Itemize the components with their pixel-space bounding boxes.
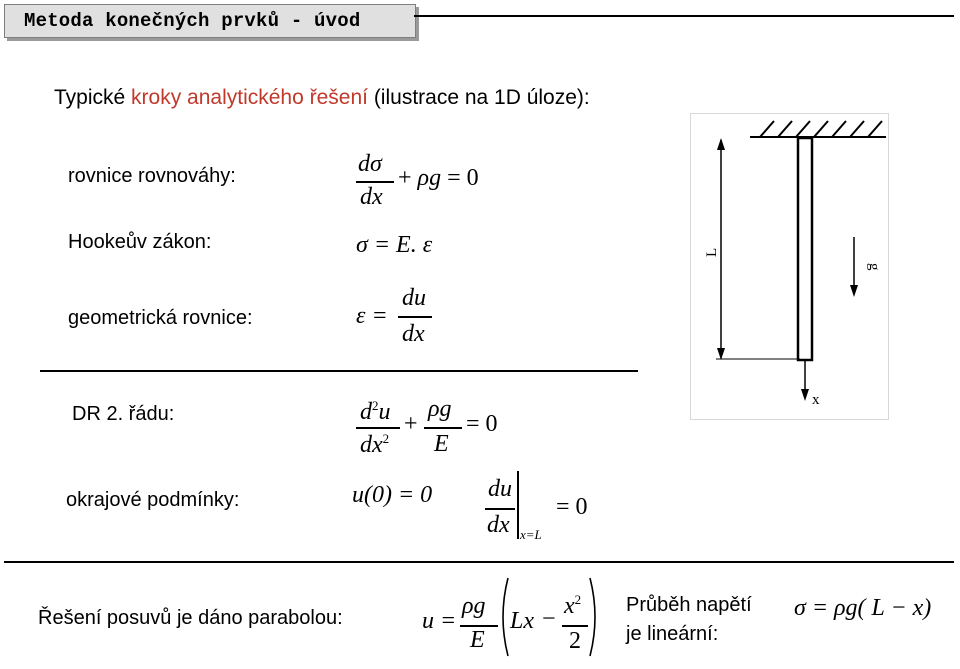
page-title: Metoda konečných prvků - úvod <box>24 10 361 32</box>
geometric-denominator: dx <box>402 321 425 347</box>
equilibrium-numerator: dσ <box>358 151 382 177</box>
solution-u-equals: u = <box>422 608 457 634</box>
title-rule <box>414 15 954 17</box>
ode-dx: dx <box>360 432 383 458</box>
equilibrium-rest <box>398 165 479 192</box>
solution-denominator: E <box>470 627 485 653</box>
boundary-denominator: dx <box>487 512 510 538</box>
ode-numerator-2: ρg <box>428 396 452 422</box>
solution-x: x <box>564 593 575 619</box>
equilibrium-label: rovnice rovnováhy: <box>68 165 236 187</box>
solution-numerator: ρg <box>462 593 486 619</box>
ode-numerator-1 <box>360 398 391 426</box>
bar-rod <box>798 138 812 360</box>
boundary-condition-1: u(0) = 0 <box>352 482 433 508</box>
ode-d-sup: 2 <box>372 398 379 413</box>
geometric-fraction-bar <box>398 316 432 318</box>
section-divider <box>40 370 638 372</box>
solution-x-sup: 2 <box>574 592 582 607</box>
equilibrium-rho-g: ρg <box>417 165 442 191</box>
stress-label-line-2: je lineární: <box>626 623 719 645</box>
equilibrium-equals-zero: = 0 <box>441 165 479 191</box>
solution-x2-fraction-bar <box>562 625 588 627</box>
evaluation-bar <box>517 471 519 539</box>
hooke-label: Hookeův zákon: <box>68 231 212 253</box>
intro-prefix: Typické <box>54 86 132 109</box>
ode-d: d <box>360 399 372 425</box>
ode-label: DR 2. řádu: <box>72 403 175 425</box>
boundary-label: okrajové podmínky: <box>66 489 240 511</box>
intro-suffix: (ilustrace na 1D úloze): <box>367 86 590 109</box>
hooke-rhs: = E. ε <box>367 232 433 258</box>
stress-label-line-1: Průběh napětí <box>626 594 752 616</box>
equilibrium-denominator: dx <box>360 184 383 210</box>
ode-equals-zero: = 0 <box>466 411 498 437</box>
left-parenthesis <box>496 574 510 660</box>
hooke-formula <box>356 232 432 259</box>
hooke-sigma: σ <box>356 232 368 258</box>
geometric-numerator: du <box>402 285 426 311</box>
boundary-equals-zero: = 0 <box>556 494 588 520</box>
ode-fraction-bar-2 <box>424 427 462 429</box>
boundary-numerator: du <box>488 476 512 502</box>
bar-figure <box>690 113 890 423</box>
ode-dx-sup: 2 <box>382 431 390 446</box>
geometric-lhs: ε = <box>356 303 388 329</box>
ode-plus: + <box>404 411 418 437</box>
figure-frame <box>691 114 889 420</box>
boundary-subscript: x=L <box>520 527 542 542</box>
boundary-fraction-bar <box>485 508 515 510</box>
ode-denominator-2: E <box>434 431 449 457</box>
equilibrium-fraction-bar <box>356 181 394 183</box>
x-axis-label: x <box>812 392 820 408</box>
gravity-label: g <box>866 263 882 271</box>
ode-u: u <box>378 399 391 425</box>
right-parenthesis <box>588 574 602 660</box>
equilibrium-plus: + <box>398 165 418 191</box>
solution-x2-numerator <box>564 592 581 620</box>
ode-fraction-bar-1 <box>356 427 400 429</box>
solution-label: Řešení posuvů je dáno parabolou: <box>38 607 343 629</box>
solution-x2-denominator: 2 <box>569 628 581 654</box>
ode-denominator-1 <box>360 431 389 459</box>
intro-line <box>54 86 590 110</box>
length-label: L <box>704 247 720 257</box>
intro-highlight: kroky analytického řešení <box>131 86 368 109</box>
stress-formula: σ = ρg( L − x) <box>794 595 932 621</box>
bottom-divider <box>4 561 954 563</box>
solution-minus: − <box>542 606 556 632</box>
solution-lx: Lx <box>510 608 534 634</box>
geometric-label: geometrická rovnice: <box>68 307 253 329</box>
